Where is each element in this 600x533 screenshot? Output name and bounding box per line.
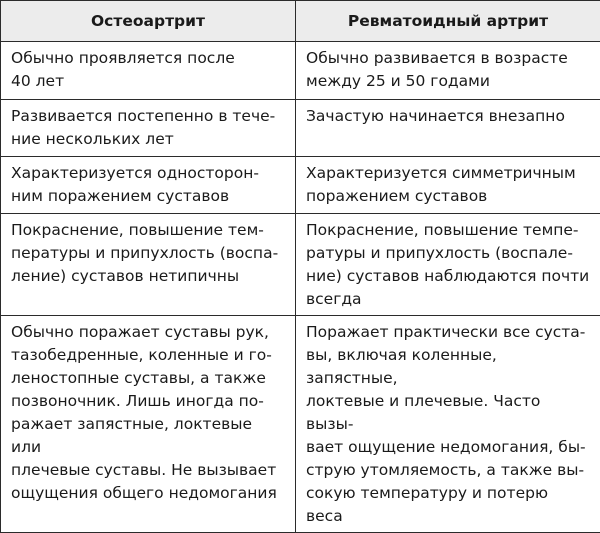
cell-text: Обычно поражает суставы рук, тазобедренные, коленные и го- леностопные суставы, а также позвоночник. Лишь иногда по- ражает запястные, локтевые или плечевые суставы. Не вызывает ощущения общего недомогания — [11, 316, 285, 509]
column-header-rheumatoid-arthritis: Ревматоидный артрит — [296, 1, 600, 42]
cell-text: Покраснение, повышение тем- пературы и припухлость (воспа- ление) суставов нетипичны — [11, 214, 285, 292]
table-cell — [296, 316, 600, 533]
table-cell — [1, 316, 296, 533]
table-cell — [1, 100, 296, 157]
table-cell — [296, 157, 600, 214]
cell-text: Зачастую начинается внезапно — [306, 100, 590, 132]
cell-text: Поражает практически все суста- вы, включая коленные, запястные, локтевые и плечевые. Часто вызы- вает ощущение недомогания, бы- струю утомляемость, а также вы- сокую температуру и потерю веса — [306, 316, 590, 532]
table-cell — [1, 214, 296, 316]
table-cell — [1, 42, 296, 100]
table-cell — [296, 100, 600, 157]
cell-text: Характеризуется симметричным поражением суставов — [306, 157, 590, 212]
table-cell — [296, 214, 600, 316]
table-row — [1, 157, 600, 214]
column-header-osteoarthritis: Остеоартрит — [1, 1, 296, 42]
cell-text: Покраснение, повышение темпе- ратуры и припухлость (воспале- ние) суставов наблюдаются почти всегда — [306, 214, 590, 315]
table-row — [1, 100, 600, 157]
table-cell — [296, 42, 600, 100]
cell-text: Развивается постепенно в тече- ние нескольких лет — [11, 100, 285, 155]
cell-text: Обычно проявляется после 40 лет — [11, 42, 285, 97]
table-row — [1, 316, 600, 533]
table-header-row — [1, 1, 600, 42]
cell-text: Характеризуется односторон- ним поражением суставов — [11, 157, 285, 212]
table-row — [1, 214, 600, 316]
table-row — [1, 42, 600, 100]
cell-text: Обычно развивается в возрасте между 25 и 50 годами — [306, 42, 590, 97]
table-cell — [1, 157, 296, 214]
